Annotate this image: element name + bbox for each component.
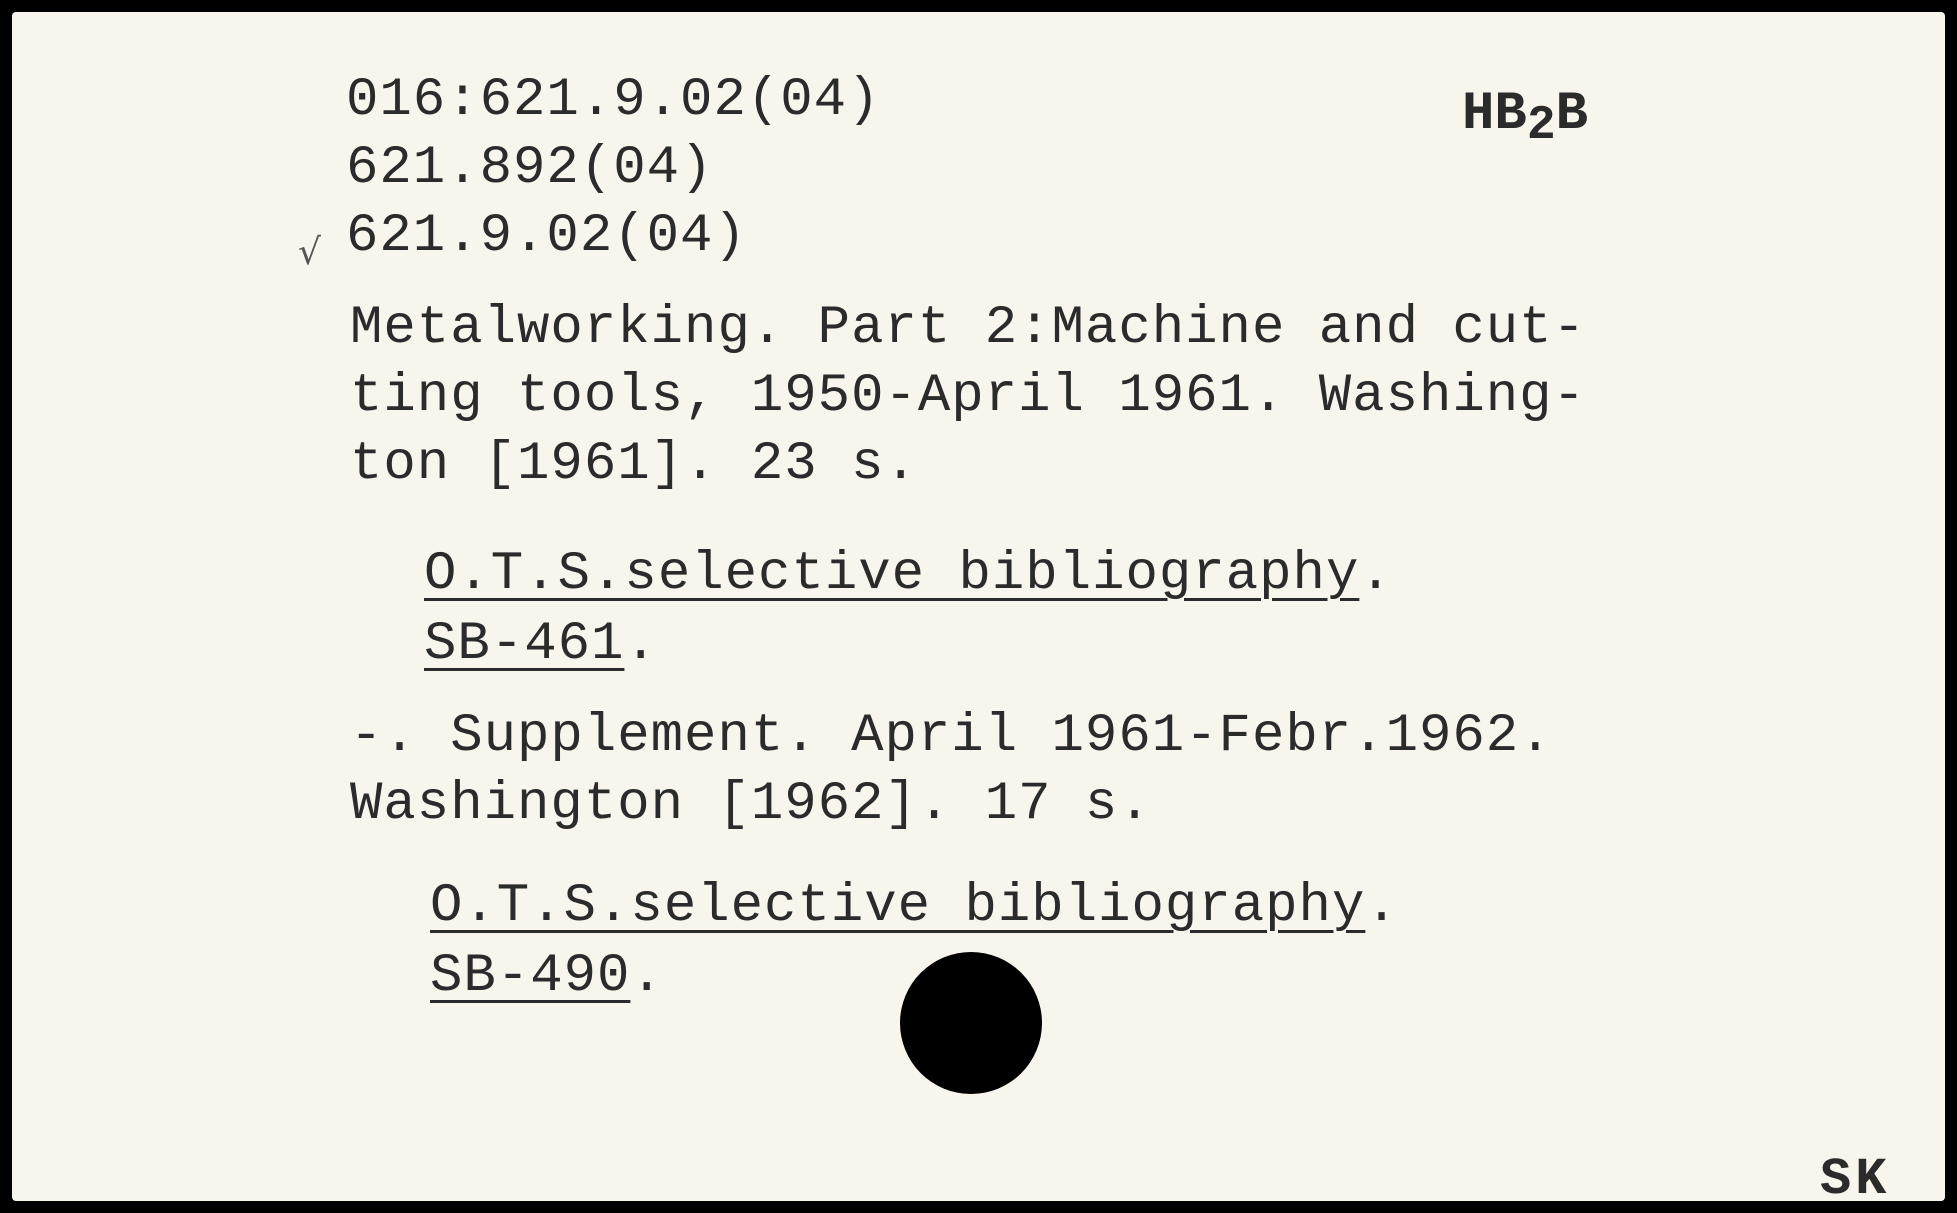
series-number-punct: . bbox=[624, 614, 658, 675]
supplement-line-2: Washington [1962]. 17 s. bbox=[350, 774, 1152, 835]
entry-line-3: ton [1961]. 23 s. bbox=[350, 434, 918, 495]
supplement-series-title: O.T.S.selective bibliography bbox=[430, 876, 1366, 937]
supplement-line-1: -. Supplement. April 1961-Febr.1962. bbox=[350, 706, 1553, 767]
classification-line-3: 621.9.02(04) bbox=[346, 206, 747, 267]
series-statement-2 bbox=[430, 876, 1399, 937]
series-title-punct: . bbox=[1359, 544, 1393, 605]
entry-line-2: ting tools, 1950-April 1961. Washing- bbox=[350, 366, 1586, 427]
check-mark-icon: √ bbox=[298, 232, 321, 273]
punch-hole bbox=[900, 952, 1042, 1094]
entry-line-1: Metalworking. Part 2:Machine and cut- bbox=[350, 298, 1586, 359]
call-number-suffix: B bbox=[1555, 84, 1589, 145]
supplement-series-title-punct: . bbox=[1365, 876, 1399, 937]
series-number-2 bbox=[430, 946, 664, 1007]
supplement-series-number-punct: . bbox=[630, 946, 664, 1007]
call-number-prefix: HB bbox=[1462, 84, 1527, 145]
catalog-card bbox=[12, 12, 1945, 1201]
series-number: SB-461 bbox=[424, 614, 625, 675]
cataloger-initials: SK bbox=[1820, 1150, 1891, 1201]
series-number-1 bbox=[424, 614, 658, 675]
classification-line-2: 621.892(04) bbox=[346, 138, 714, 199]
series-statement-1 bbox=[424, 544, 1393, 605]
call-number-subscript: 2 bbox=[1526, 99, 1556, 153]
call-number bbox=[1462, 84, 1589, 153]
series-title: O.T.S.selective bibliography bbox=[424, 544, 1360, 605]
classification-line-1: 016:621.9.02(04) bbox=[346, 70, 881, 131]
supplement-series-number: SB-490 bbox=[430, 946, 631, 1007]
